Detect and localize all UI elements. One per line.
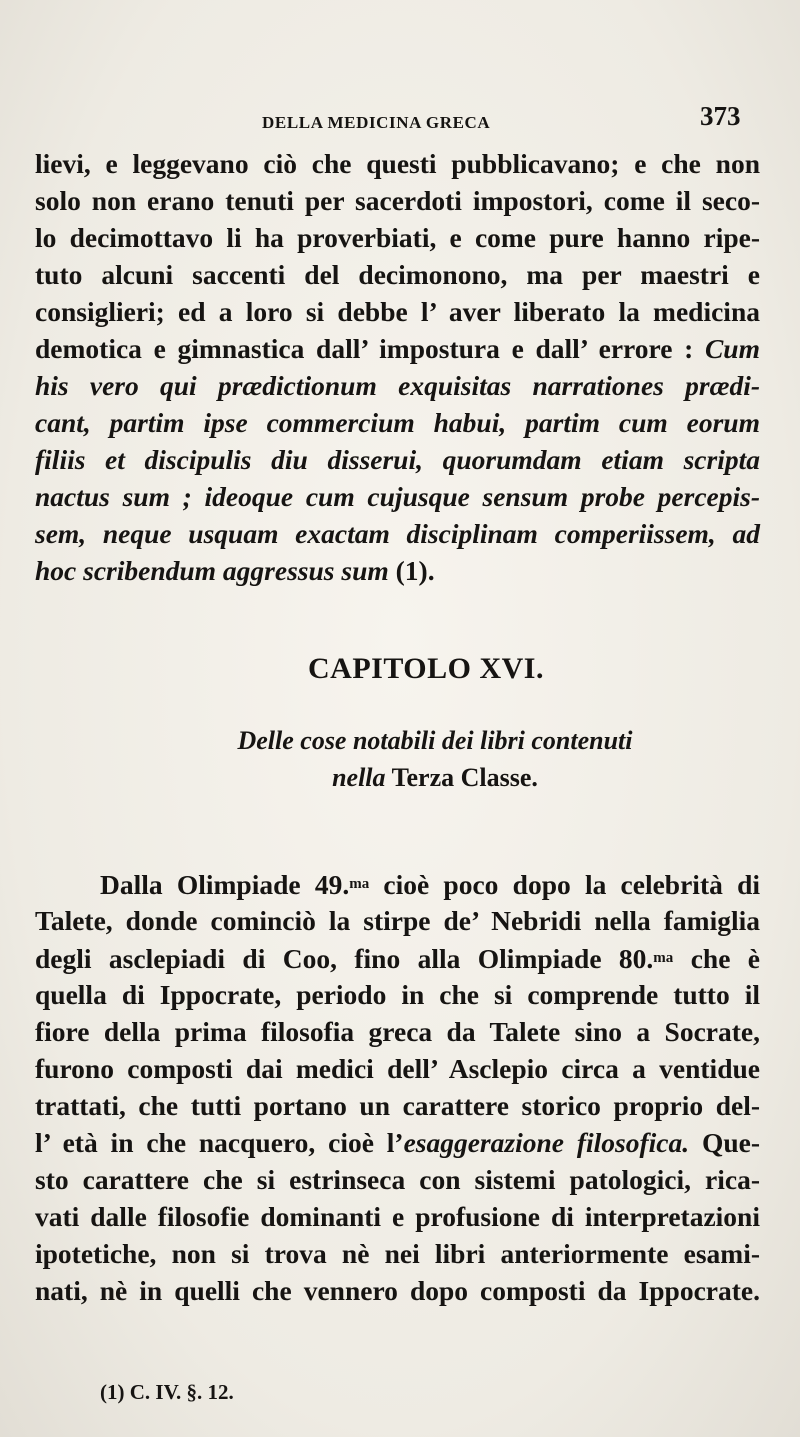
chapter-subtitle-line-2 — [0, 763, 800, 793]
text-line: ipotetiche, non si trova nè nei libri anteriormente esami- — [35, 1238, 760, 1269]
text-span: nella — [332, 763, 386, 792]
text-line — [35, 1125, 760, 1161]
text-line: sto carattere che si estrinseca con sistemi patologici, rica- — [35, 1164, 760, 1195]
text-line — [35, 940, 760, 976]
page-number: 373 — [700, 101, 741, 131]
text-line: consiglieri; ed a loro si debbe l’ aver liberato la medicina — [35, 296, 760, 327]
text-span: l’ età in che nacquero, cioè l’ — [35, 1127, 404, 1158]
text-span: cioè poco dopo la celebrità di — [383, 869, 760, 900]
chapter-subtitle: Delle cose notabili dei libri contenuti — [237, 726, 633, 755]
superscript: ma — [653, 950, 674, 966]
text-span: degli asclepiadi di Coo, fino alla Olimpiade 80. — [35, 943, 654, 974]
text-line: quella di Ippocrate, periodo in che si comprende tutto il — [35, 979, 760, 1010]
text-span: Dalla Olimpiade 49. — [100, 869, 350, 900]
text-line: furono composti dai medici dell’ Asclepio circa a ventidue — [35, 1053, 760, 1084]
text-line: Talete, donde cominciò la stirpe de’ Nebridi nella famiglia — [35, 905, 760, 936]
text-span: Que- — [701, 1127, 760, 1158]
latin-quote-start: Cum — [704, 333, 760, 364]
text-line: solo non erano tenuti per sacerdoti impostori, come il seco- — [35, 185, 760, 216]
latin-line: sem, neque usquam exactam disciplinam comperiissem, ad — [35, 518, 760, 549]
latin-line: his vero qui prædictionum exquisitas narrationes prædi- — [35, 370, 760, 401]
text-span: Terza Classe. — [391, 763, 538, 792]
text-line — [35, 331, 760, 367]
text-span: che è — [690, 943, 760, 974]
text-line: tuto alcuni saccenti del decimonono, ma per maestri e — [35, 259, 760, 290]
italic-phrase: esaggerazione filosofica. — [403, 1127, 690, 1158]
footnote: (1) C. IV. §. 12. — [100, 1380, 234, 1404]
text-line: fiore della prima filosofia greca da Talete sino a Socrate, — [35, 1016, 760, 1047]
footnote-reference: (1). — [395, 555, 435, 586]
text-line: nati, nè in quelli che vennero dopo composti da Ippocrate. — [35, 1275, 760, 1306]
text-line: lo decimottavo li ha proverbiati, e come pure hanno ripe- — [35, 222, 760, 253]
latin-line: filiis et discipulis diu disserui, quorumdam etiam scripta — [35, 444, 760, 475]
text-line: lievi, e leggevano ciò che questi pubblicavano; e che non — [35, 148, 760, 179]
chapter-title: CAPITOLO XVI. — [308, 652, 544, 685]
superscript: ma — [349, 876, 370, 892]
text-line: vati dalle filosofie dominanti e profusione di interpretazioni — [35, 1201, 760, 1232]
text-line: trattati, che tutti portano un carattere storico proprio del- — [35, 1090, 760, 1121]
latin-line: cant, partim ipse commercium habui, partim cum eorum — [35, 407, 760, 438]
text-line — [100, 866, 760, 902]
latin-quote-end: hoc scribendum aggressus sum — [35, 555, 389, 586]
text-span: demotica e gimnastica dall’ impostura e dall’ errore : — [35, 333, 694, 364]
latin-line: nactus sum ; ideoque cum cujusque sensum probe percepis- — [35, 481, 760, 512]
running-title: DELLA MEDICINA GRECA — [262, 113, 491, 132]
text-line — [35, 553, 760, 589]
